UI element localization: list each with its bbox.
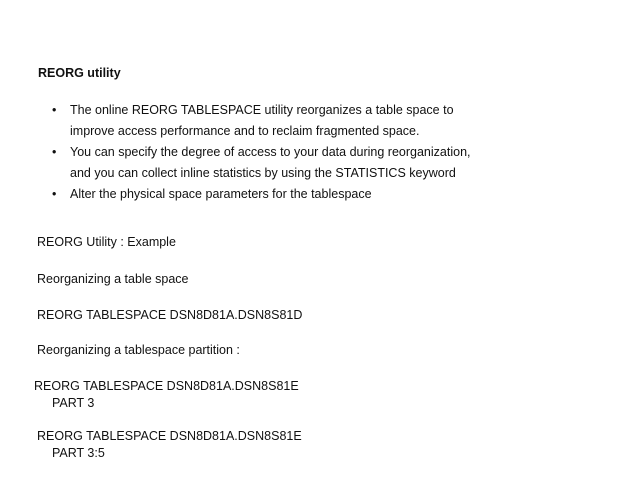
bullet-text-line: and you can collect inline statistics by using the STATISTICS keyword [70,166,456,180]
example-command-partition-range-part: PART 3:5 [52,446,105,460]
example-command-partition-range: REORG TABLESPACE DSN8D81A.DSN8S81E [37,429,302,443]
section-heading: REORG utility [38,66,121,80]
bullet-item [52,184,522,205]
bullet-marker: • [52,187,57,201]
bullet-list [52,100,522,205]
bullet-text-line: Alter the physical space parameters for the tablespace [70,187,372,201]
bullet-item [52,142,522,184]
bullet-item [52,100,522,142]
example-heading: REORG Utility : Example [37,235,176,249]
example-label-partition: Reorganizing a tablespace partition : [37,343,240,357]
example-command-table-space: REORG TABLESPACE DSN8D81A.DSN8S81D [37,308,303,322]
example-command-partition: REORG TABLESPACE DSN8D81A.DSN8S81E [34,379,299,393]
example-label-table-space: Reorganizing a table space [37,272,189,286]
bullet-marker: • [52,103,57,117]
example-command-partition-part: PART 3 [52,396,95,410]
bullet-marker: • [52,145,57,159]
bullet-text-line: The online REORG TABLESPACE utility reorganizes a table space to [70,103,454,117]
bullet-text-line: You can specify the degree of access to your data during reorganization, [70,145,471,159]
bullet-text-line: improve access performance and to reclaim fragmented space. [70,124,420,138]
